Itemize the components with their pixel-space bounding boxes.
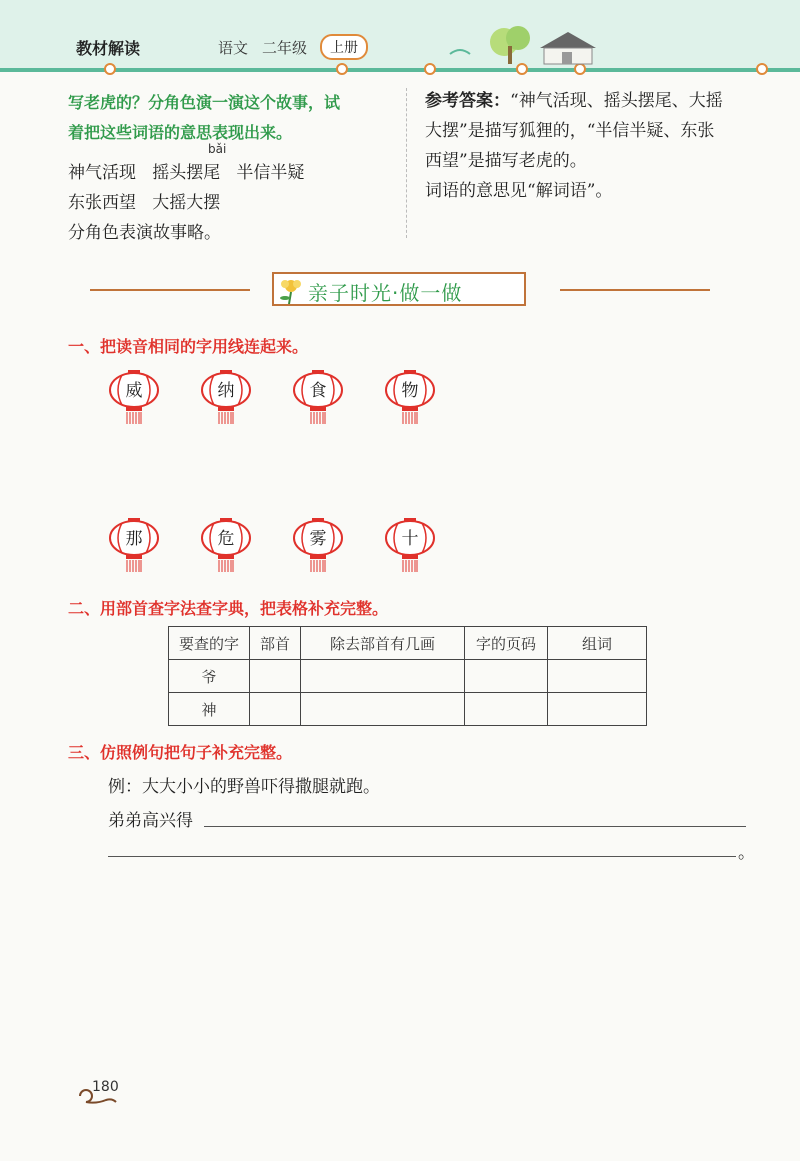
header-dot [104, 63, 116, 75]
table-row [169, 693, 647, 726]
flower-icon [276, 276, 306, 304]
lantern-character[interactable] [104, 518, 164, 578]
table-cell-blank[interactable] [301, 693, 465, 726]
table-cell-blank[interactable] [465, 693, 548, 726]
banner-rule-right [560, 289, 710, 291]
table-cell-blank[interactable] [548, 693, 647, 726]
table-cell-blank[interactable] [465, 660, 548, 693]
house-tree-illustration [440, 24, 610, 66]
performance-note: 分角色表演故事略。 [68, 223, 221, 243]
question-line: 写老虎的？分角色演一演这个故事，试 [68, 93, 341, 112]
lantern-label: 那 [125, 529, 143, 549]
section-2-title: 二、用部首查字法查字典，把表格补充完整。 [68, 599, 389, 618]
header-rule [0, 68, 800, 72]
header-dot [424, 63, 436, 75]
table-header: 要查的字 [169, 627, 250, 660]
table-cell: 神 [169, 693, 250, 726]
table-header: 除去部首有几画 [301, 627, 465, 660]
answer-line-1[interactable] [204, 826, 746, 827]
word-list [68, 158, 304, 248]
volume-badge: 上册 [320, 34, 368, 60]
lantern-character[interactable] [380, 518, 440, 578]
lantern-label: 十 [401, 529, 419, 549]
lantern-label: 物 [401, 381, 419, 401]
lantern-character[interactable] [104, 370, 164, 430]
table-header-row [169, 627, 647, 660]
book-title: 教材解读 [76, 39, 141, 58]
answer-line: “神气活现、摇头摆尾、大摇 [510, 91, 723, 111]
banner-title: 亲子时光·做一做 [308, 281, 463, 305]
section-1-title: 一、把读音相同的字用线连起来。 [68, 337, 309, 356]
answer-line: 词语的意思见“解词语”。 [425, 181, 613, 201]
subject-label: 语文 [218, 39, 249, 57]
banner-rule-left [90, 289, 250, 291]
answer-line: 大摆”是描写狐狸的，“半信半疑、东张 [425, 121, 715, 141]
answer-label: 参考答案： [425, 91, 510, 111]
sentence-end: 。 [738, 843, 755, 863]
table-header: 字的页码 [465, 627, 548, 660]
lantern-label: 食 [309, 381, 327, 401]
table-cell-blank[interactable] [548, 660, 647, 693]
table-cell-blank[interactable] [250, 693, 301, 726]
page-header [0, 0, 800, 70]
column-divider [406, 88, 407, 238]
pinyin-annotation: bǎi [208, 142, 227, 156]
table-cell-blank[interactable] [301, 660, 465, 693]
table-header: 组词 [548, 627, 647, 660]
table-row [169, 660, 647, 693]
radical-lookup-table [168, 626, 647, 726]
answer-line: 西望”是描写老虎的。 [425, 151, 587, 171]
lantern-character[interactable] [196, 518, 256, 578]
sentence-prompt: 弟弟高兴得 [108, 811, 193, 831]
lantern-character[interactable] [196, 370, 256, 430]
lantern-character[interactable] [288, 518, 348, 578]
page-number: 180 [92, 1079, 119, 1095]
reference-answer [425, 86, 765, 206]
lantern-character[interactable] [288, 370, 348, 430]
lantern-label: 威 [125, 381, 143, 401]
lantern-label: 雾 [309, 529, 327, 549]
answer-line-2[interactable] [108, 856, 736, 857]
header-dot [756, 63, 768, 75]
lantern-label: 纳 [217, 381, 235, 401]
section-3-title: 三、仿照例句把句子补充完整。 [68, 743, 293, 762]
grade-label: 二年级 [262, 39, 308, 57]
word-row: 神气活现 摇头摆尾 半信半疑 [68, 163, 305, 183]
example-sentence: 例：大大小小的野兽吓得撒腿就跑。 [108, 777, 380, 797]
lantern-label: 危 [217, 529, 235, 549]
table-cell: 爷 [169, 660, 250, 693]
table-cell-blank[interactable] [250, 660, 301, 693]
exercise-question [68, 88, 398, 148]
word-row: 东张西望 大摇大摆 [68, 193, 221, 213]
section-banner [272, 272, 526, 306]
table-header: 部首 [250, 627, 301, 660]
question-line: 着把这些词语的意思表现出来。 [68, 123, 293, 142]
lantern-character[interactable] [380, 370, 440, 430]
header-dot [336, 63, 348, 75]
